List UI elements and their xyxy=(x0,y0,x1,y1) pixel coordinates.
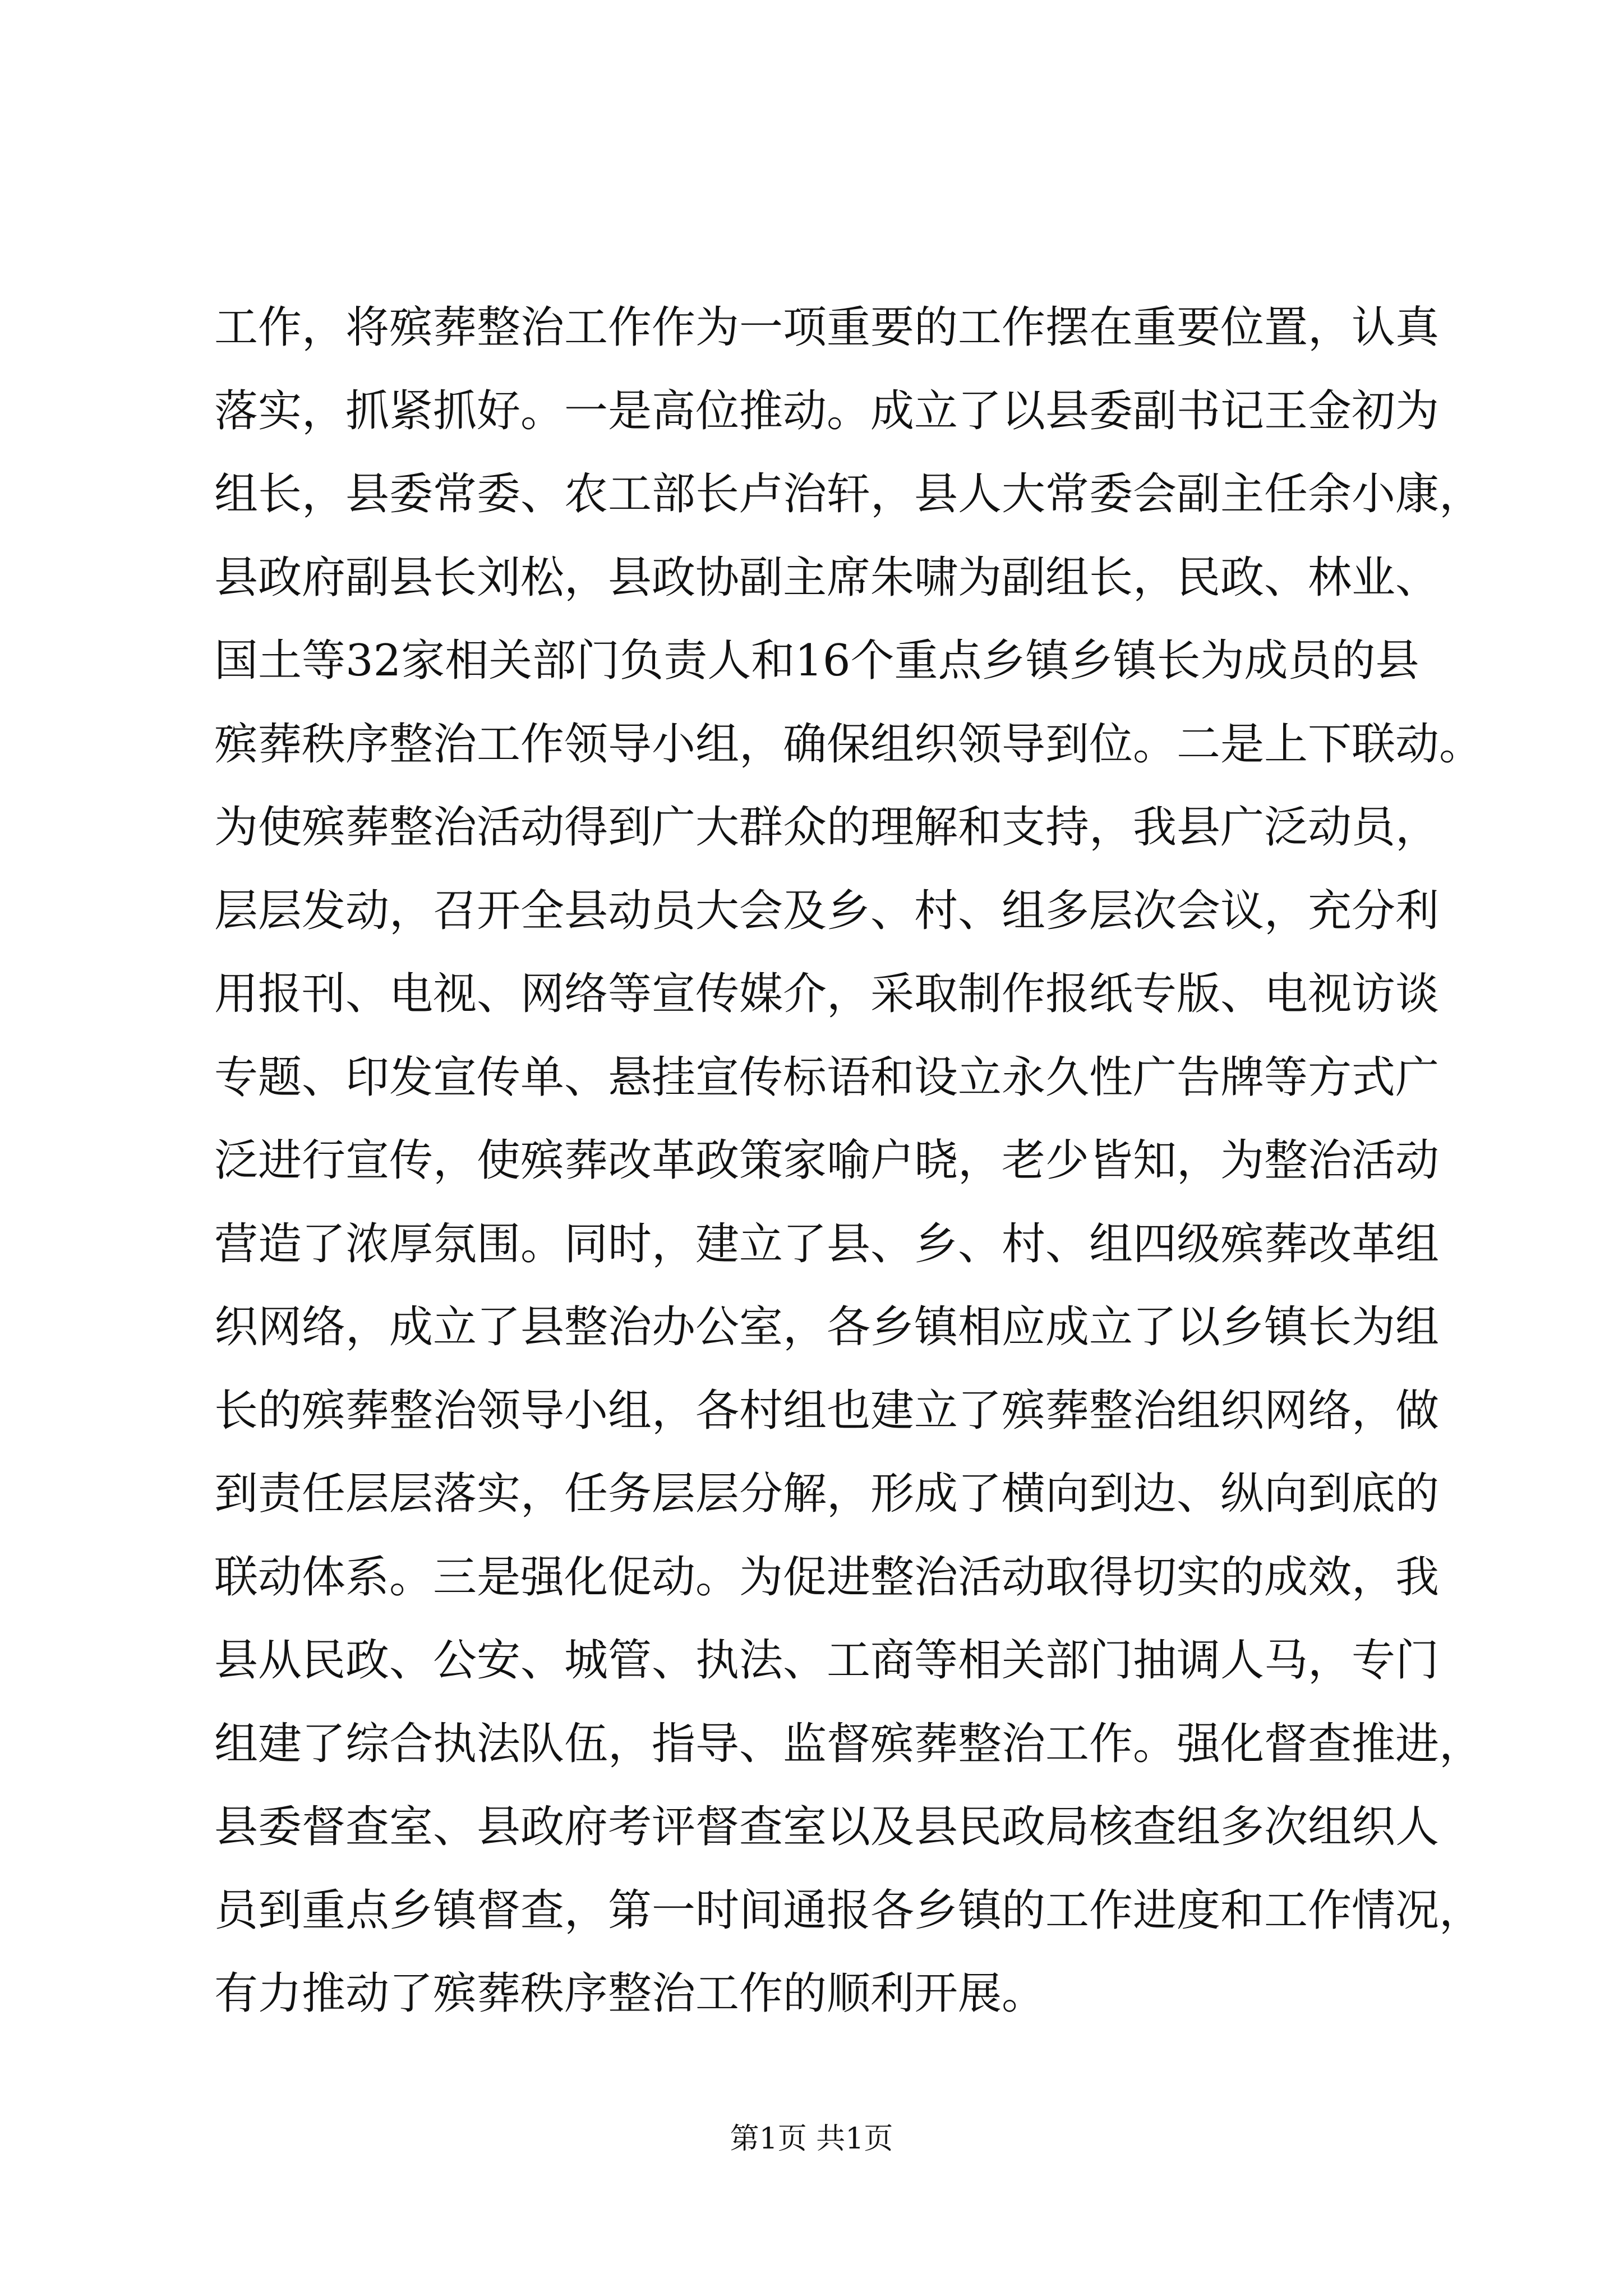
text-line: 为使殡葬整治活动得到广大群众的理解和支持，我县广泛动员， xyxy=(214,802,1440,853)
text-line: 营造了浓厚氛围。同时，建立了县、乡、村、组四级殡葬改革组 xyxy=(214,1218,1440,1269)
page-number-label: 第1页 共1页 xyxy=(730,2122,893,2156)
text-line: 长的殡葬整治领导小组，各村组也建立了殡葬整治组织网络，做 xyxy=(214,1385,1440,1436)
text-line: 到责任层层落实，任务层层分解，形成了横向到边、纵向到底的 xyxy=(214,1469,1440,1519)
text-line: 县政府副县长刘松，县政协副主席朱啸为副组长，民政、林业、 xyxy=(214,552,1440,603)
text-line: 县从民政、公安、城管、执法、工商等相关部门抽调人马，专门 xyxy=(214,1635,1440,1686)
text-line: 员到重点乡镇督查，第一时间通报各乡镇的工作进度和工作情况， xyxy=(214,1885,1483,1936)
text-line: 国土等32家相关部门负责人和16个重点乡镇乡镇长为成员的县 xyxy=(214,636,1419,686)
text-line: 组长，县委常委、农工部长卢治轩，县人大常委会副主任余小康， xyxy=(214,469,1483,519)
text-line: 县委督查室、县政府考评督查室以及县民政局核查组多次组织人 xyxy=(214,1802,1440,1852)
text-line: 专题、印发宣传单、悬挂宣传标语和设立永久性广告牌等方式广 xyxy=(214,1052,1440,1103)
text-line: 殡葬秩序整治工作领导小组，确保组织领导到位。二是上下联动。 xyxy=(214,719,1483,770)
body-paragraph xyxy=(214,286,1483,2036)
text-line: 落实，抓紧抓好。一是高位推动。成立了以县委副书记王金初为 xyxy=(214,385,1440,436)
text-line: 有力推动了殡葬秩序整治工作的顺利开展。 xyxy=(214,1968,1046,2019)
text-line: 工作，将殡葬整治工作作为一项重要的工作摆在重要位置，认真 xyxy=(214,302,1440,353)
page-footer xyxy=(0,2119,1623,2159)
text-line: 联动体系。三是强化促动。为促进整治活动取得切实的成效，我 xyxy=(214,1552,1440,1603)
text-line: 组建了综合执法队伍，指导、监督殡葬整治工作。强化督查推进， xyxy=(214,1718,1483,1769)
text-line: 层层发动，召开全县动员大会及乡、村、组多层次会议，充分利 xyxy=(214,885,1440,936)
text-line: 用报刊、电视、网络等宣传媒介，采取制作报纸专版、电视访谈 xyxy=(214,969,1440,1019)
text-line: 泛进行宣传，使殡葬改革政策家喻户晓，老少皆知，为整治活动 xyxy=(214,1135,1440,1186)
text-line: 织网络，成立了县整治办公室，各乡镇相应成立了以乡镇长为组 xyxy=(214,1302,1440,1352)
